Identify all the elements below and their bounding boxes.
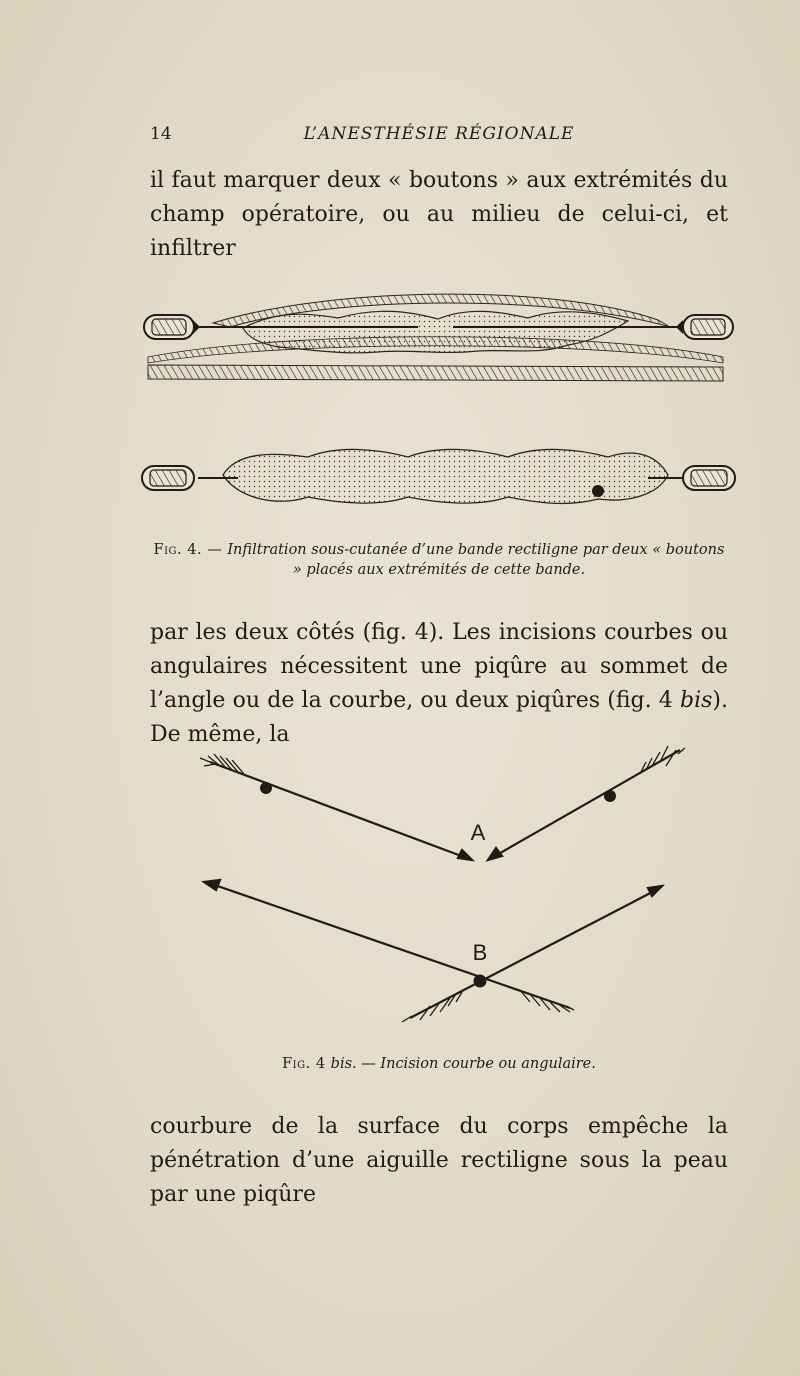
arrow-b-left-head — [204, 880, 220, 890]
arrow-a-left-fletching — [200, 754, 244, 774]
page-header — [150, 124, 728, 148]
arrow-a-left-head — [458, 850, 472, 860]
paragraph-2-italic: bis — [680, 688, 713, 713]
page-number: 14 — [150, 124, 172, 144]
figure-4-illustration — [138, 285, 738, 525]
label-a: A — [470, 820, 486, 845]
figure-4bis-label-italic: bis — [330, 1056, 353, 1072]
arrow-a-left-shaft — [210, 762, 472, 860]
figure-4-top-view — [142, 449, 735, 503]
arrow-b-left-shaft — [206, 882, 570, 1008]
arrow-a-right-shaft — [488, 750, 680, 860]
arrow-a-left-dot — [260, 782, 272, 794]
arrow-a-right-head — [488, 848, 502, 860]
paragraph-2-text-b: ). De même, la — [150, 688, 728, 747]
paragraph-2 — [150, 616, 728, 752]
running-title: L’ANESTHÉSIE RÉGIONALE — [303, 124, 575, 144]
paragraph-2-text-a: par les deux côtés (fig. 4). Les incisions courbes ou angulaires nécessitent une piqûre au sommet de l’angle ou de la courbe, ou deux piqûres (fig. 4 — [150, 620, 728, 713]
figure-4bis-diagram — [190, 740, 700, 1040]
figure-4-section-view — [144, 294, 733, 381]
paragraph-1: il faut marquer deux « boutons » aux extrémités du champ opératoire, ou au milieu de celui-ci, et infiltrer — [150, 168, 728, 261]
figure-4bis-label: Fig. 4 — [282, 1056, 331, 1072]
figure-4-caption-text: Infiltration sous-cutanée d’une bande rectiligne par deux « boutons » placés aux extrémités de cette bande. — [227, 542, 725, 578]
figure-4-label: Fig. 4. — — [153, 542, 228, 558]
figure-4bis-caption-text: . — Incision courbe ou angulaire. — [352, 1056, 596, 1072]
paragraph-3: courbure de la surface du corps empêche la pénétration d’une aiguille rectiligne sous la peau par une piqûre — [150, 1114, 728, 1207]
label-b: B — [472, 940, 488, 965]
figure-4bis-caption — [150, 1054, 728, 1074]
arrow-b-crossing-dot — [474, 975, 487, 988]
arrow-b-right-shaft — [410, 888, 660, 1018]
figure-4-caption — [150, 540, 728, 580]
arrow-b-right-head — [648, 886, 662, 896]
arrow-a-right-dot — [604, 790, 616, 802]
